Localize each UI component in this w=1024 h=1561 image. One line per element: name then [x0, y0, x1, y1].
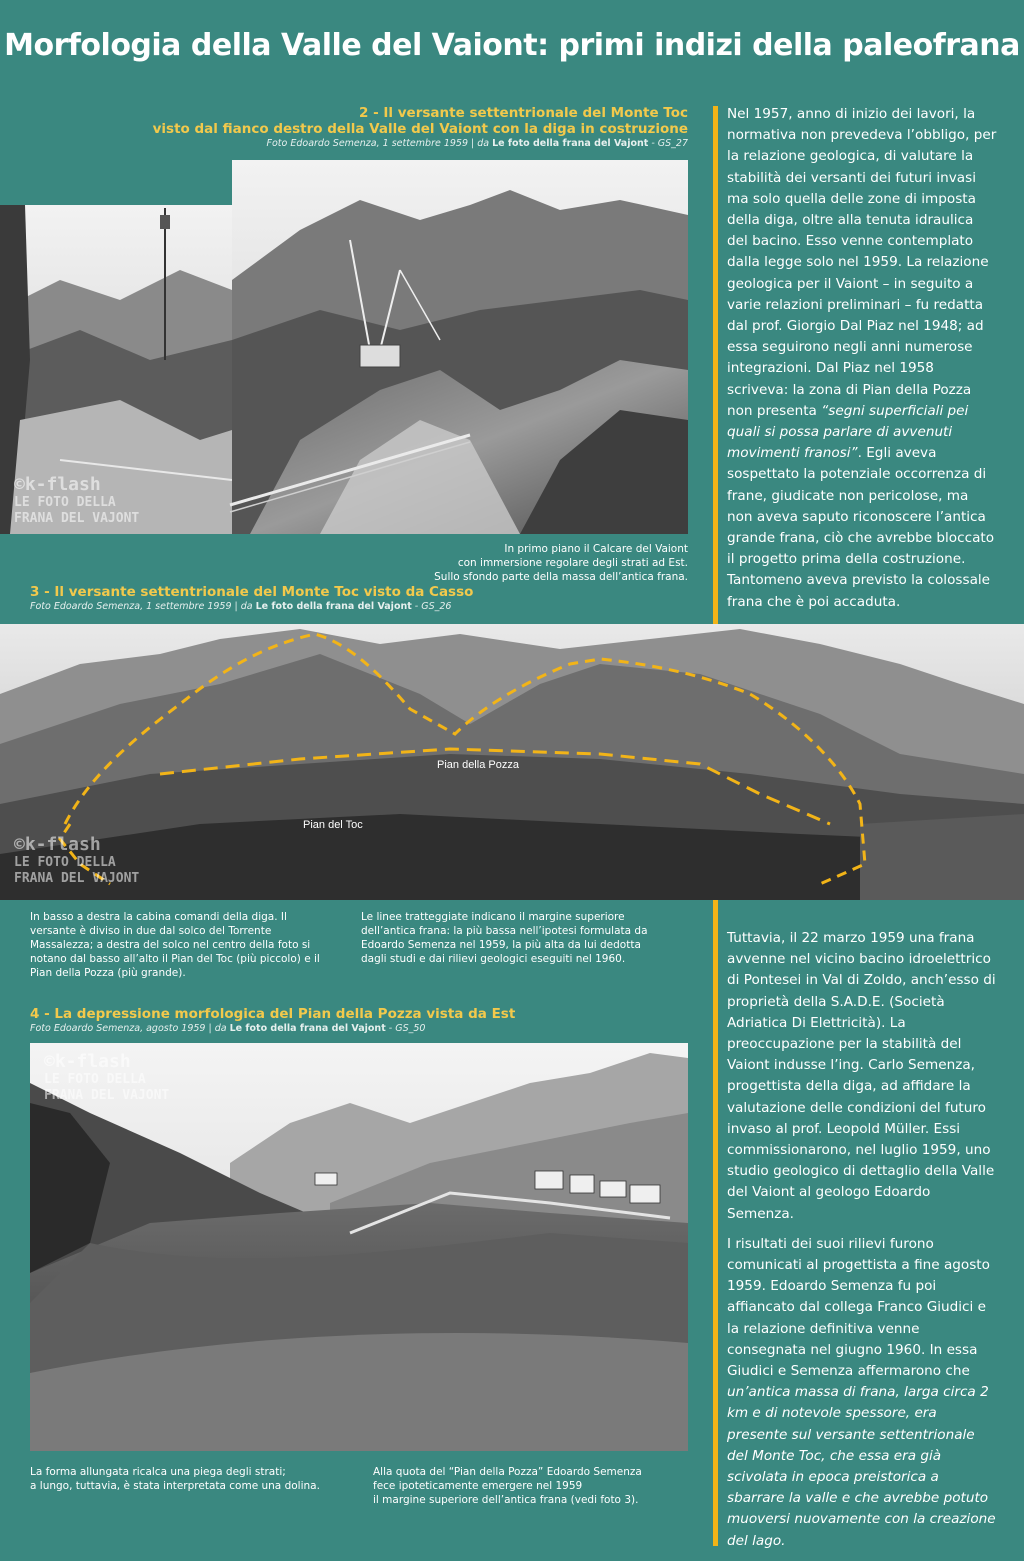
label-pian-del-toc: Pian del Toc — [303, 819, 363, 831]
text-block-top: Nel 1957, anno di inizio dei lavori, la normativa non prevedeva l’obbligo, per la relazione geologica, di valutare la stabilità dei versanti dei futuri invasi ma solo quella delle zone di imposta della diga, oltre alla tenuta idraulica del bacino. Esso venne contemplato dalla legge solo nel 1959. La relazione geologica per il Vaiont – in seguito a varie relazioni preliminari – fu redatta dal prof. Giorgio Dal Piaz nel 1948; ad essa seguirono negli anni numerose integrazioni. Dal Piaz nel 1958 scriveva: la zona di Pian della Pozza non presenta “segni superficiali pei quali si possa parlare di avvenuti movimenti franosi”. Egli aveva sospettato la potenziale occorrenza di frane, giudicate non pericolose, ma non aveva saputo riconoscere l’antica grande frana, ciò che avrebbe bloccato il progetto prima della costruzione. Tantomeno aveva previsto la colossale frana che è poi accaduta. — [727, 106, 997, 610]
svg-text:©k-flash: ©k-flash — [14, 834, 101, 855]
svg-text:LE FOTO DELLA: LE FOTO DELLA — [14, 855, 116, 870]
photo4-heading: 4 - La depressione morfologica del Pian della Pozza vista da Est — [30, 1006, 516, 1022]
photo2-credit: Foto Edoardo Semenza, 1 settembre 1959 | da Le foto della frana del Vajont - GS_27 — [266, 138, 688, 149]
photo3-heading: 3 - Il versante settentrionale del Monte Toc visto da Casso — [30, 584, 474, 600]
photo4-pian-della-pozza — [30, 1043, 688, 1451]
paragraph-results: I risultati dei suoi rilievi furono comunicati al progettista a fine agosto 1959. Edoardo Semenza fu poi affiancato dal collega Franco Giudici e la relazione definitiva venne consegnata nel giugno 1960. In essa Giudici e Semenza affermarono che un’antica massa di frana, larga circa 2 km e di notevole spessore, era presente sul versante settentrionale del Monte Toc, che essa era già scivolata in epoca preistorica a sbarrare la valle e che avrebbe potuto muoversi nuovamente con la creazione del lago. — [727, 1235, 996, 1549]
photo3-header — [30, 584, 690, 613]
photo3-credit: Foto Edoardo Semenza, 1 settembre 1959 | da Le foto della frana del Vajont - GS_26 — [30, 601, 452, 612]
photo3-caption-right: Le linee tratteggiate indicano il margine superiore dell’antica frana: la più bassa nell’ipotesi formulata da Edoardo Semenza nel 1959, la più alta da lui dedotta dagli studi e dai rilievi geologici eseguiti nel 1960. — [361, 911, 648, 965]
photo3-panorama-casso — [0, 624, 1024, 900]
photo3-caption-left: In basso a destra la cabina comandi della diga. Il versante è diviso in due dal solco del Torrente Massalezza; a destra del solco nel centro della foto si notano dal basso all’alto il Pian del Toc (più piccolo) e il Pian della Pozza (più grande). — [30, 911, 320, 979]
accent-bar-top — [713, 106, 718, 624]
photo2-heading-line1: 2 - Il versante settentrionale del Monte Toc — [359, 105, 688, 121]
photo2-dam-construction — [0, 160, 688, 534]
accent-bar-bottom — [713, 900, 718, 1546]
photo2-header — [48, 105, 688, 150]
svg-text:LE FOTO DELLA: LE FOTO DELLA — [44, 1072, 146, 1087]
svg-text:©k-flash: ©k-flash — [44, 1051, 131, 1072]
photo2-caption: In primo piano il Calcare del Vaiont con immersione regolare degli strati ad Est. Sullo sfondo parte della massa dell’antica frana. — [434, 543, 688, 583]
photo4-caption-right: Alla quota del “Pian della Pozza” Edoardo Semenza fece ipoteticamente emergere nel 1959 il margine superiore dell’antica frana (vedi foto 3). — [373, 1466, 642, 1506]
text-block-bottom — [727, 928, 997, 1561]
svg-text:FRANA DEL VAJONT: FRANA DEL VAJONT — [14, 511, 140, 526]
svg-text:LE FOTO DELLA: LE FOTO DELLA — [14, 495, 116, 510]
photo2-heading-line2: visto dal fianco destro della Valle del Vaiont con la diga in costruzione — [152, 121, 688, 137]
page-title: Morfologia della Valle del Vaiont: primi indizi della paleofrana — [4, 28, 1020, 63]
svg-text:FRANA DEL VAJONT: FRANA DEL VAJONT — [14, 871, 140, 886]
label-pian-della-pozza: Pian della Pozza — [437, 759, 519, 771]
svg-text:FRANA DEL VAJONT: FRANA DEL VAJONT — [44, 1088, 170, 1103]
paragraph-pontesei: Tuttavia, il 22 marzo 1959 una frana avvenne nel vicino bacino idroelettrico di Pontesei in Val di Zoldo, anch’esso di proprietà della S.A.D.E. (Società Adriatica Di Elettricità). La preoccupazione per la stabilità del Vaiont indusse l’ing. Carlo Semenza, progettista della diga, ad affidare la valutazione delle condizioni del futuro invaso al prof. Leopold Müller. Essi commissionarono, nel luglio 1959, uno studio geologico di dettaglio della Valle del Vaiont al geologo Edoardo Semenza. — [727, 930, 996, 1222]
photo4-caption-left: La forma allungata ricalca una piega degli strati; a lungo, tuttavia, è stata interpretata come una dolina. — [30, 1466, 320, 1492]
photo4-header — [30, 1006, 690, 1035]
photo4-credit: Foto Edoardo Semenza, agosto 1959 | da Le foto della frana del Vajont - GS_50 — [30, 1023, 426, 1034]
svg-text:©k-flash: ©k-flash — [14, 474, 101, 495]
